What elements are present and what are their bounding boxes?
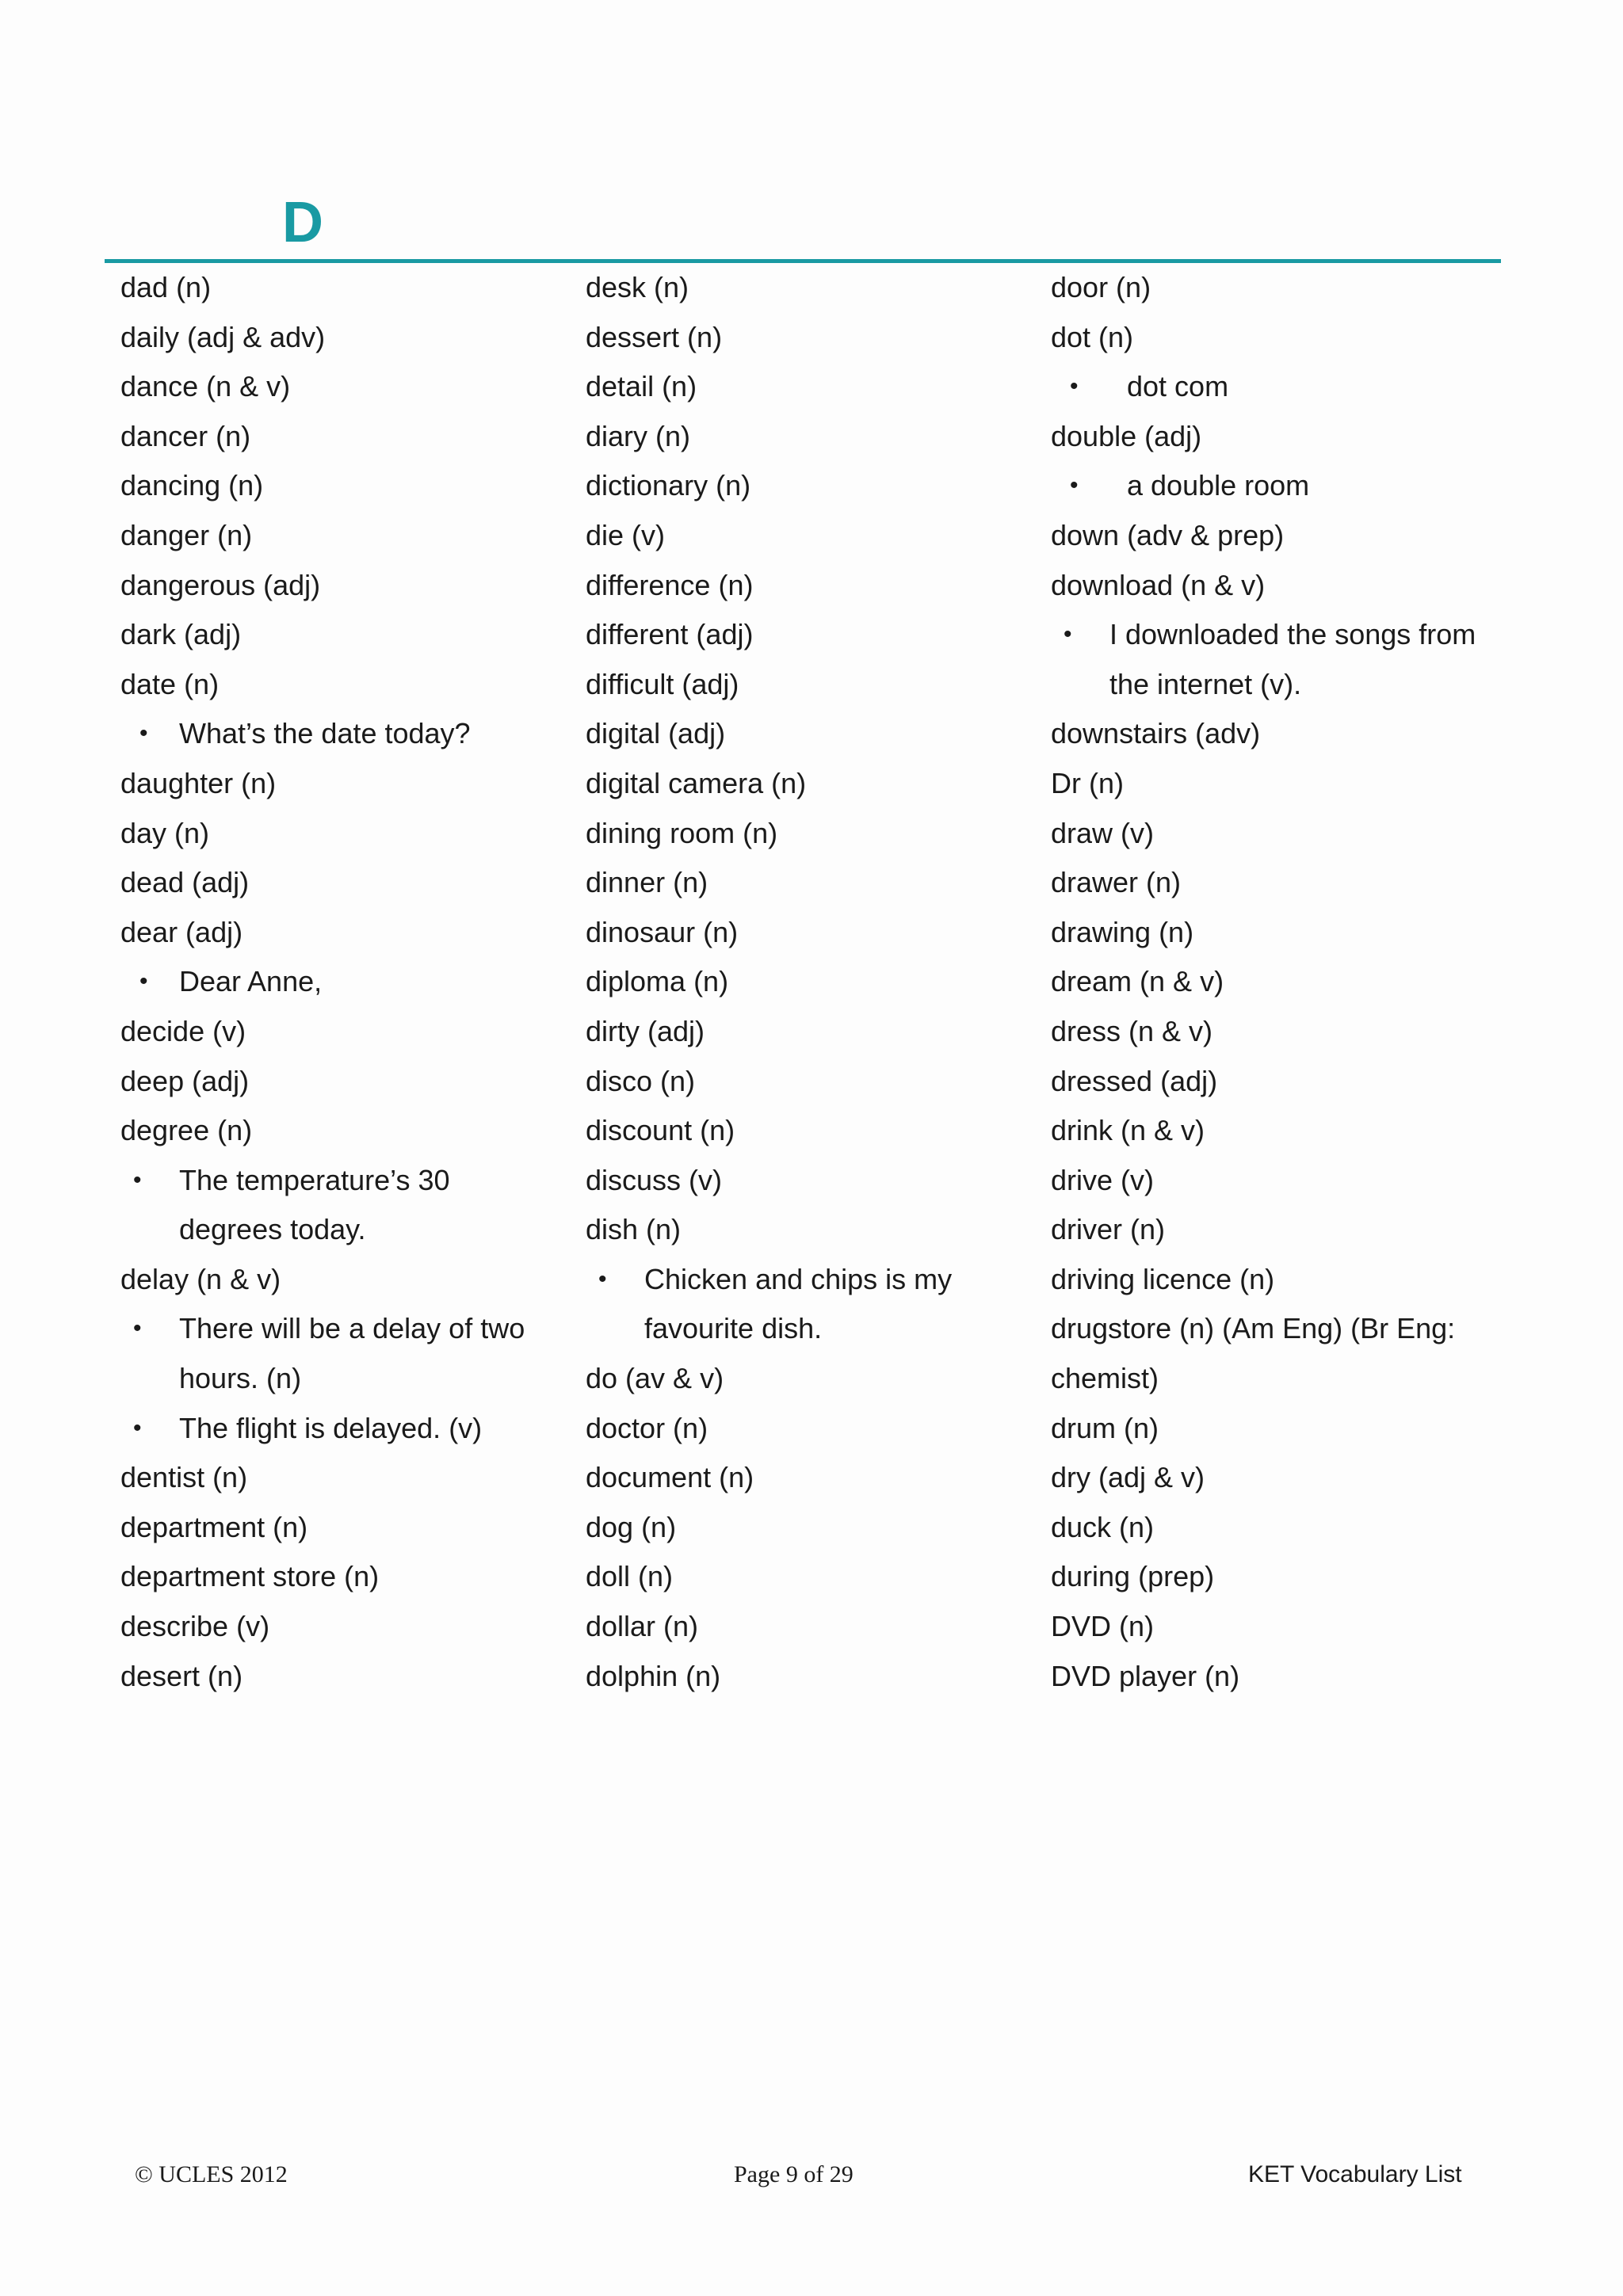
vocabulary-entry: duck (n) xyxy=(1051,1510,1155,1543)
vocabulary-entry: double (adj) xyxy=(1051,419,1202,452)
vocabulary-entry: digital (adj) xyxy=(586,717,726,750)
vocabulary-entry: driver (n) xyxy=(1051,1213,1166,1246)
vocabulary-entry: diary (n) xyxy=(586,419,691,452)
vocabulary-entry: digital camera (n) xyxy=(586,766,807,799)
bullet-icon: • xyxy=(1064,621,1072,648)
vocabulary-entry: chemist) xyxy=(1051,1362,1159,1395)
vocabulary-entry: day (n) xyxy=(120,816,210,849)
example-text-continued: favourite dish. xyxy=(644,1312,823,1345)
example-bullet xyxy=(1051,362,1510,412)
vocabulary-entry: dollar (n) xyxy=(586,1610,699,1643)
vocabulary-entry: discuss (v) xyxy=(586,1163,723,1196)
vocabulary-entry: down (adv & prep) xyxy=(1051,518,1285,551)
vocabulary-entry: desert (n) xyxy=(120,1659,243,1692)
example-text: Dear Anne, xyxy=(179,965,323,998)
vocabulary-entry: draw (v) xyxy=(1051,816,1155,849)
vocabulary-entry: department store (n) xyxy=(120,1560,380,1593)
vocabulary-entry: die (v) xyxy=(586,518,666,551)
bullet-icon: • xyxy=(133,1315,142,1342)
vocabulary-entry: desk (n) xyxy=(586,271,689,303)
vocabulary-entry: dirty (adj) xyxy=(586,1014,705,1047)
section-letter: D xyxy=(282,191,323,254)
vocabulary-entry: driving licence (n) xyxy=(1051,1262,1275,1295)
vocabulary-entry: drink (n & v) xyxy=(1051,1114,1205,1147)
vocabulary-entry: delay (n & v) xyxy=(120,1262,281,1295)
bullet-icon: • xyxy=(598,1265,607,1292)
example-bullet xyxy=(120,957,564,1007)
example-bullet xyxy=(120,709,564,759)
vocabulary-entry: diploma (n) xyxy=(586,965,729,998)
vocabulary-entry: drive (v) xyxy=(1051,1163,1155,1196)
vocabulary-entry: dad (n) xyxy=(120,271,212,303)
vocabulary-entry: dancing (n) xyxy=(120,469,264,502)
vocabulary-entry: dressed (adj) xyxy=(1051,1064,1218,1097)
vocabulary-entry: department (n) xyxy=(120,1510,308,1543)
vocabulary-entry: dear (adj) xyxy=(120,915,243,948)
vocabulary-entry: dangerous (adj) xyxy=(120,568,321,601)
vocabulary-entry: do (av & v) xyxy=(586,1362,724,1395)
bullet-icon: • xyxy=(1070,472,1079,499)
vocabulary-entry: doll (n) xyxy=(586,1560,674,1593)
vocabulary-entry: describe (v) xyxy=(120,1610,270,1643)
vocabulary-entry: dinosaur (n) xyxy=(586,915,739,948)
vocabulary-entry: dark (adj) xyxy=(120,618,242,651)
vocabulary-entry: door (n) xyxy=(1051,271,1151,303)
vocabulary-column-3 xyxy=(1051,263,1510,1701)
bullet-icon: • xyxy=(133,1414,142,1441)
vocabulary-entry: daily (adj & adv) xyxy=(120,320,326,353)
vocabulary-entry: date (n) xyxy=(120,667,220,700)
vocabulary-entry: dream (n & v) xyxy=(1051,965,1224,998)
bullet-icon: • xyxy=(133,1166,142,1193)
vocabulary-entry: discount (n) xyxy=(586,1114,735,1147)
example-text: The flight is delayed. (v) xyxy=(179,1411,483,1444)
example-text-continued: hours. (n) xyxy=(179,1362,302,1395)
vocabulary-entry: downstairs (adv) xyxy=(1051,717,1261,750)
bullet-icon: • xyxy=(139,968,148,995)
example-text: Chicken and chips is my xyxy=(644,1262,953,1295)
vocabulary-entry: dress (n & v) xyxy=(1051,1014,1213,1047)
vocabulary-entry: dry (adj & v) xyxy=(1051,1461,1205,1494)
vocabulary-entry: dog (n) xyxy=(586,1510,677,1543)
example-text: What’s the date today? xyxy=(179,717,471,750)
bullet-icon: • xyxy=(1070,373,1079,400)
vocabulary-entry: difference (n) xyxy=(586,568,754,601)
example-text: a double room xyxy=(1127,469,1310,502)
vocabulary-entry: during (prep) xyxy=(1051,1560,1215,1593)
example-text: dot com xyxy=(1127,370,1229,403)
vocabulary-entry: detail (n) xyxy=(586,370,697,403)
vocabulary-entry: drugstore (n) (Am Eng) (Br Eng: xyxy=(1051,1312,1456,1345)
vocabulary-entry: drum (n) xyxy=(1051,1411,1159,1444)
vocabulary-entry: drawing (n) xyxy=(1051,915,1194,948)
vocabulary-entry: degree (n) xyxy=(120,1114,253,1147)
vocabulary-entry: dancer (n) xyxy=(120,419,251,452)
vocabulary-column-2 xyxy=(586,263,1029,1701)
example-bullet xyxy=(586,1255,1029,1354)
footer-page-number: Page 9 of 29 xyxy=(734,2161,854,2187)
vocabulary-entry: different (adj) xyxy=(586,618,754,651)
example-text: There will be a delay of two xyxy=(179,1312,525,1345)
vocabulary-entry: dolphin (n) xyxy=(586,1659,721,1692)
vocabulary-entry: difficult (adj) xyxy=(586,667,739,700)
footer-copyright: © UCLES 2012 xyxy=(135,2161,288,2187)
vocabulary-entry: dessert (n) xyxy=(586,320,723,353)
vocabulary-entry: document (n) xyxy=(586,1461,754,1494)
vocabulary-column-1 xyxy=(120,263,564,1701)
footer-document-title: KET Vocabulary List xyxy=(1248,2161,1462,2187)
vocabulary-entry: DVD player (n) xyxy=(1051,1659,1240,1692)
vocabulary-entry: dinner (n) xyxy=(586,866,708,899)
example-text: The temperature’s 30 xyxy=(179,1163,450,1196)
vocabulary-entry: dot (n) xyxy=(1051,320,1134,353)
vocabulary-entry: disco (n) xyxy=(586,1064,696,1097)
vocabulary-entry: dictionary (n) xyxy=(586,469,751,502)
example-bullet xyxy=(120,1404,564,1454)
vocabulary-entry: dentist (n) xyxy=(120,1461,248,1494)
vocabulary-entry: dish (n) xyxy=(586,1213,682,1246)
vocabulary-entry: doctor (n) xyxy=(586,1411,708,1444)
vocabulary-entry: deep (adj) xyxy=(120,1064,250,1097)
example-text-continued: degrees today. xyxy=(179,1213,366,1246)
vocabulary-entry: Dr (n) xyxy=(1051,766,1124,799)
vocabulary-entry: decide (v) xyxy=(120,1014,246,1047)
vocabulary-entry: dining room (n) xyxy=(586,816,778,849)
vocabulary-entry: danger (n) xyxy=(120,518,253,551)
example-bullet xyxy=(1051,461,1510,511)
vocabulary-entry: DVD (n) xyxy=(1051,1610,1155,1643)
example-text: I downloaded the songs from xyxy=(1109,618,1476,651)
bullet-icon: • xyxy=(139,720,148,747)
example-bullet xyxy=(1051,610,1510,709)
example-bullet xyxy=(120,1304,564,1403)
vocabulary-entry: download (n & v) xyxy=(1051,568,1266,601)
vocabulary-entry: drawer (n) xyxy=(1051,866,1182,899)
vocabulary-entry: daughter (n) xyxy=(120,766,277,799)
vocabulary-entry: dead (adj) xyxy=(120,866,250,899)
vocabulary-entry: dance (n & v) xyxy=(120,370,291,403)
example-text-continued: the internet (v). xyxy=(1109,667,1302,700)
example-bullet xyxy=(120,1156,564,1255)
